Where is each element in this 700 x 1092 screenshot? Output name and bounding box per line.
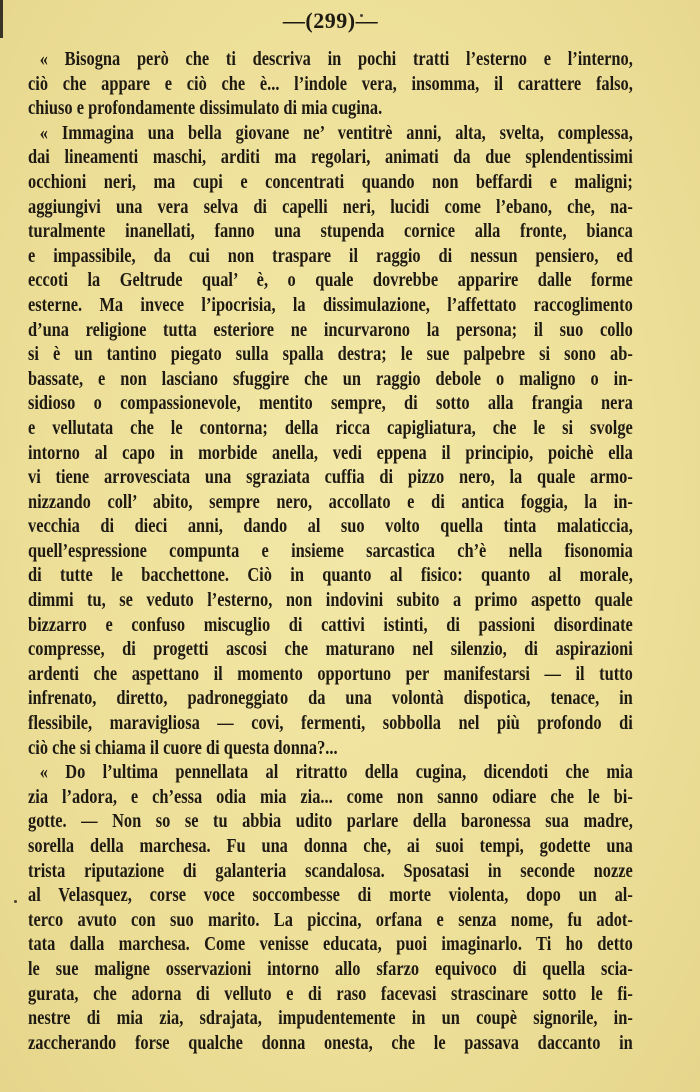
- text-line: e impassibile, da cui non traspare il raggio di nessun pensiero, ed: [28, 245, 633, 267]
- text-line: trista riputazione di galanteria scandalosa. Sposatasi in seconde nozze: [28, 860, 633, 882]
- text-line: « Bisogna però che ti descriva in pochi tratti l’esterno e l’interno,: [39, 49, 633, 70]
- text-line: nestre di mia zia, sdrajata, impudentemente in un coupè signorile, in-: [28, 1008, 633, 1030]
- text-line: terco avuto con suo marito. La piccina, orfana e senza nome, fu adot-: [28, 909, 633, 931]
- text-line: ciò che si chiama il cuore di questa donna?...: [28, 737, 338, 759]
- text-line: chiuso e profondamente dissimulato di mia cugina.: [28, 98, 383, 120]
- text-line: bizzarro e confuso miscuglio di cattivi istinti, di passioni disordinate: [28, 614, 633, 636]
- text-line: vi tiene arrovesciata una sgraziata cuffia di pizzo nero, la quale armo-: [28, 467, 633, 489]
- text-line: tata dalla marchesa. Come venisse educata, puoi imaginarlo. Ti ho detto: [28, 934, 633, 956]
- text-line: flessibile, maravigliosa — covi, fermenti, sobbolla nel più profondo di: [28, 713, 633, 735]
- text-line: occhioni neri, ma cupi e concentrati quando non beffardi e maligni;: [28, 171, 633, 193]
- text-line: « Do l’ultima pennellata al ritratto della cugina, dicendoti che mia: [39, 762, 633, 784]
- text-line: si è un tantino piegato sulla spalla destra; le sue palpebre si sono ab-: [28, 344, 633, 366]
- text-line: « Immagina una bella giovane ne’ ventitrè anni, alta, svelta, complessa,: [39, 122, 633, 144]
- book-page: [28, 0, 633, 1092]
- text-line: ardenti che aspettano il momento opportuno per manifestarsi — il tutto: [28, 663, 633, 685]
- text-line: le sue maligne osservazioni intorno allo sfarzo equivoco di quella scia-: [28, 958, 633, 980]
- text-line: e vellutata che le contorna; della ricca capigliatura, che le si svolge: [28, 417, 633, 439]
- page-number: —(299)—: [282, 8, 379, 33]
- text-line: sidioso o compassionevole, mentito sempre, di sotto alla frangia nera: [28, 393, 633, 415]
- text-line: compresse, di progetti ascosi che maturano nel silenzio, di aspirazioni: [28, 639, 633, 661]
- text-line: dimmi tu, se veduto l’esterno, non indovini subito a primo aspetto quale: [28, 590, 633, 612]
- text-line: quell’espressione compunta e insieme sarcastica ch’è nella fisonomia: [28, 540, 633, 562]
- text-line: ciò che appare e ciò che è... l’indole vera, insomma, il carattere falso,: [28, 73, 633, 95]
- text-line: sorella della marchesa. Fu una donna che, ai suoi tempi, godette una: [28, 836, 633, 857]
- text-line: infrenato, diretto, padroneggiato da una volontà dispotica, tenace, in: [28, 688, 633, 710]
- text-line: aggiungivi una vera selva di capelli neri, lucidi come l’ebano, che, na-: [28, 196, 633, 218]
- body-text: [28, 48, 633, 1056]
- text-line: bassate, e non lasciano sfuggire che un raggio debole o maligno o in-: [28, 368, 633, 390]
- text-line: vecchia di dieci anni, dando al suo volto quella tinta malaticcia,: [28, 516, 633, 538]
- text-line: nizzando coll’ abito, sempre nero, accollato e di antica foggia, la in-: [28, 491, 633, 513]
- text-line: eccoti la Geltrude qual’ è, o quale dovrebbe apparire dalle forme: [28, 270, 633, 292]
- text-line: al Velasquez, corse voce soccombesse di morte violenta, dopo un al-: [28, 885, 633, 907]
- text-line: gurata, che adorna di velluto e di raso facevasi strascinare sotto le fi-: [28, 983, 633, 1005]
- text-line: di tutte le bacchettone. Ciò in quanto al fisico: quanto al morale,: [28, 565, 633, 587]
- text-line: turalmente inanellati, fanno una stupenda cornice alla fronte, bianca: [28, 221, 633, 243]
- text-line: intorno al capo in morbide anella, vedi eppena il principio, poichè ella: [28, 442, 633, 464]
- page-edge-mark: [0, 0, 3, 38]
- text-line: zia l’adora, e ch’essa odia mia zia... come non sanno odiare che le bi-: [28, 786, 633, 808]
- text-line: esterne. Ma invece l’ipocrisia, la dissimulazione, l’affettato raccoglimento: [28, 294, 633, 316]
- text-line: gotte. — Non so se tu abbia udito parlare della baronessa sua madre,: [28, 811, 633, 833]
- text-line: dai lineamenti maschi, arditi ma regolari, animati da due splendentissimi: [28, 147, 633, 169]
- text-line: zaccherando forse qualche donna onesta, che le passava daccanto in: [28, 1032, 633, 1054]
- paper-speck: [14, 900, 17, 903]
- text-line: d’una religione tutta esteriore ne incurvarono la persona; il suo collo: [28, 319, 633, 341]
